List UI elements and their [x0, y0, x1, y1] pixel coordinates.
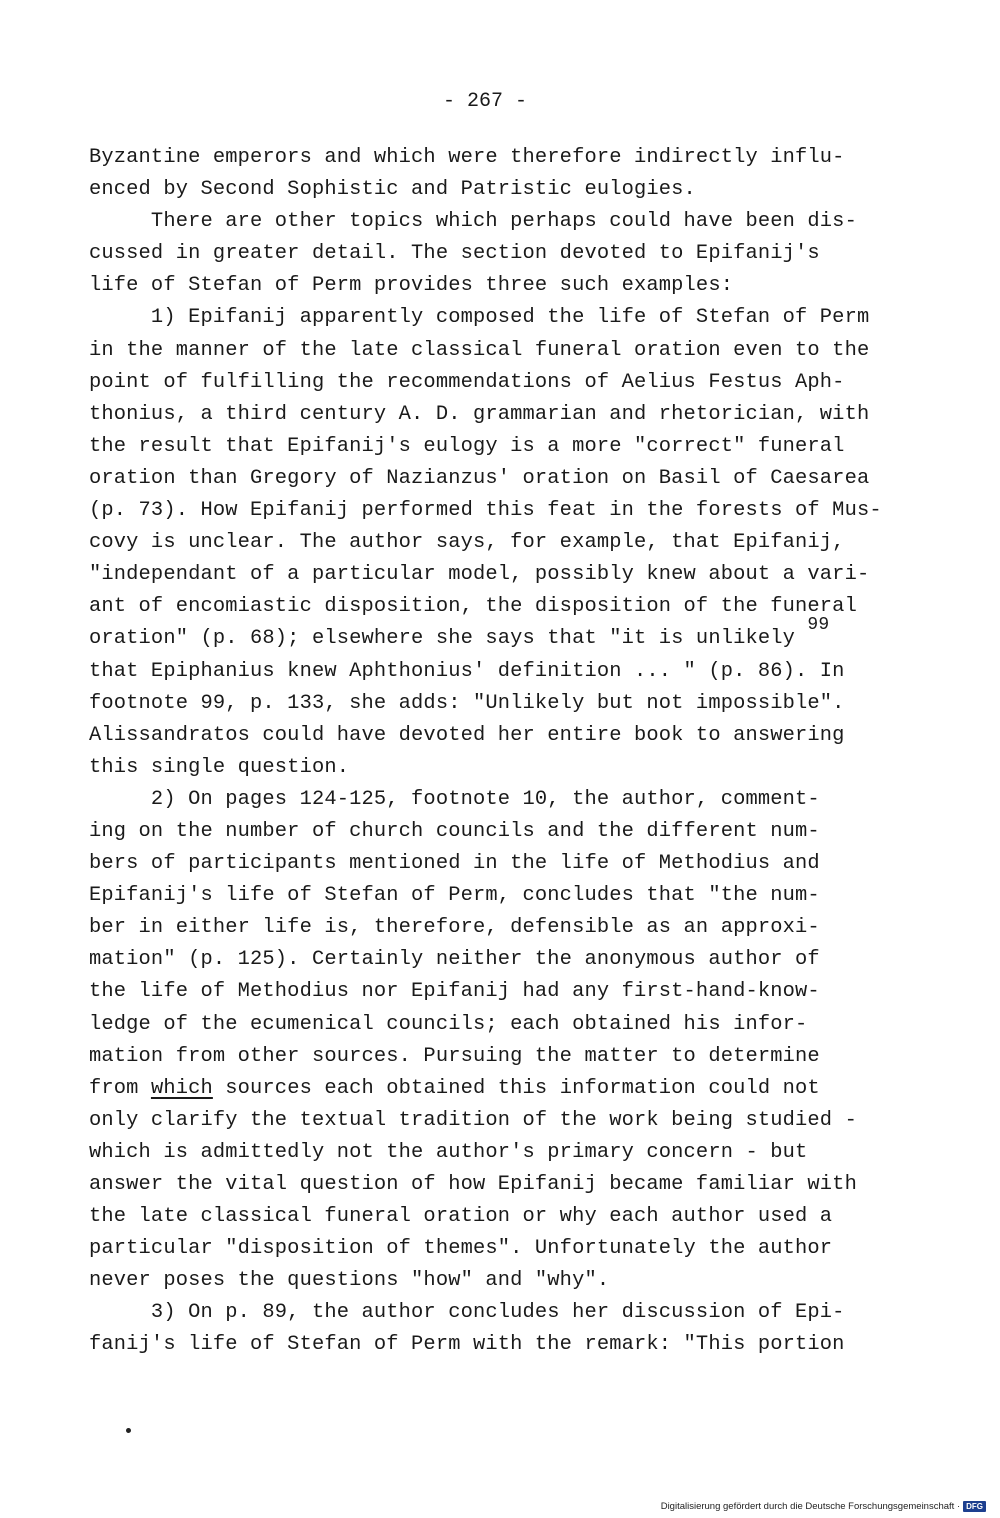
text-line: which is admittedly not the author's primary concern - but	[89, 1140, 808, 1164]
text-line: mation from other sources. Pursuing the matter to determine	[89, 1044, 820, 1068]
funding-footer	[661, 1501, 986, 1512]
text-line	[89, 1073, 919, 1105]
text-line: covy is unclear. The author says, for example, that Epifanij,	[89, 531, 845, 555]
text-line: particular "disposition of themes". Unfortunately the author	[89, 1237, 833, 1261]
text-line: the life of Methodius nor Epifanij had any first-hand-know-	[89, 980, 820, 1004]
text-line: Alissandratos could have devoted her entire book to answering	[89, 723, 845, 747]
text-line: never poses the questions "how" and "why".	[89, 1269, 610, 1293]
text-line: There are other topics which perhaps could have been dis-	[89, 210, 857, 234]
text-line: "independant of a particular model, possibly knew about a vari-	[89, 563, 870, 587]
dfg-logo-icon: DFG	[963, 1501, 986, 1512]
text-line: footnote 99, p. 133, she adds: "Unlikely but not impossible".	[89, 691, 845, 715]
text-line: (p. 73). How Epifanij performed this feat in the forests of Mus-	[89, 499, 882, 523]
text-line: ing on the number of church councils and the different num-	[89, 819, 820, 843]
text-line: bers of participants mentioned in the life of Methodius and	[89, 852, 820, 876]
funding-text: Digitalisierung gefördert durch die Deutsche Forschungsgemeinschaft ·	[660, 1501, 961, 1512]
text-line: 1) Epifanij apparently composed the life of Stefan of Perm	[89, 306, 870, 330]
footnote-marker: 99	[807, 615, 830, 636]
text-line: mation" (p. 125). Certainly neither the anonymous author of	[89, 948, 820, 972]
text-line: enced by Second Sophistic and Patristic eulogies.	[89, 178, 696, 202]
text-line: in the manner of the late classical funeral oration even to the	[89, 338, 870, 362]
text-line: that Epiphanius knew Aphthonius' definition ... " (p. 86). In	[89, 659, 845, 683]
line-text: sources each obtained this information could not	[212, 1076, 820, 1100]
text-line: fanij's life of Stefan of Perm with the remark: "This portion	[89, 1333, 845, 1357]
underlined-word: which	[150, 1076, 213, 1100]
text-line: Epifanij's life of Stefan of Perm, concludes that "the num-	[89, 884, 820, 908]
scan-speck	[126, 1428, 131, 1433]
text-line: ledge of the ecumenical councils; each obtained his infor-	[89, 1012, 808, 1036]
text-line: cussed in greater detail. The section devoted to Epifanij's	[89, 242, 820, 266]
text-line: ber in either life is, therefore, defensible as an approxi-	[89, 916, 820, 940]
text-line	[89, 615, 919, 655]
text-line: this single question.	[89, 755, 350, 779]
text-line: life of Stefan of Perm provides three such examples:	[89, 274, 734, 298]
text-line: Byzantine emperors and which were therefore indirectly influ-	[89, 146, 845, 169]
text-line: answer the vital question of how Epifanij became familiar with	[89, 1173, 857, 1196]
text-line: the result that Epifanij's eulogy is a more "correct" funeral	[89, 434, 845, 458]
line-text: from	[89, 1076, 151, 1100]
text-line: only clarify the textual tradition of the work being studied -	[89, 1108, 857, 1132]
text-line: thonius, a third century A. D. grammarian and rhetorician, with	[89, 402, 870, 426]
text-line: 3) On p. 89, the author concludes her discussion of Epi-	[89, 1301, 845, 1325]
page-number: - 267 -	[442, 90, 527, 113]
text-line: point of fulfilling the recommendations of Aelius Festus Aph-	[89, 370, 845, 394]
line-text: oration" (p. 68); elsewhere she says that "it is unlikely	[89, 627, 808, 651]
text-line: ant of encomiastic disposition, the disposition of the funeral	[89, 595, 857, 619]
text-line: 2) On pages 124-125, footnote 10, the author, comment-	[89, 787, 820, 811]
text-line: oration than Gregory of Nazianzus' oration on Basil of Caesarea	[89, 466, 870, 490]
body-text	[89, 142, 919, 1362]
text-line: the late classical funeral oration or why each author used a	[89, 1205, 833, 1229]
